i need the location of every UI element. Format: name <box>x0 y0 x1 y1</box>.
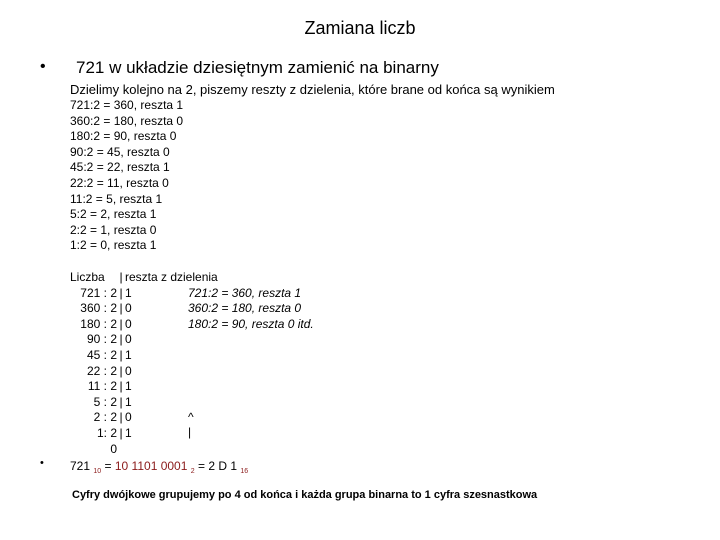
side-notes <box>188 286 314 333</box>
step-line: 2:2 = 1, reszta 0 <box>70 222 157 237</box>
table-row <box>70 364 218 380</box>
table-header <box>70 270 218 286</box>
row-number: 360 : 2 <box>80 301 117 316</box>
side-note: 721:2 = 360, reszta 1 <box>188 285 302 300</box>
table-pipe: | <box>119 394 123 409</box>
row-remainder: 0 <box>125 332 132 347</box>
slide-title: Zamiana liczb <box>304 18 416 38</box>
bullet-1: • <box>40 58 46 75</box>
side-note: 180:2 = 90, reszta 0 itd. <box>188 316 314 331</box>
row-remainder: 1 <box>125 394 132 409</box>
decimal-base: 10 <box>93 468 102 475</box>
row-number: 90 : 2 <box>86 332 117 347</box>
table-pipe: | <box>119 285 123 300</box>
row-remainder: 0 <box>125 301 132 316</box>
step-line: 5:2 = 2, reszta 1 <box>70 207 157 222</box>
table-row <box>70 395 218 411</box>
intro-text: Dzielimy kolejno na 2, piszemy reszty z dzielenia, które brane od końca są wynikiem <box>70 82 555 97</box>
row-remainder: 0 <box>125 316 132 331</box>
header-number: Liczba <box>70 270 105 284</box>
table-pipe: | <box>119 301 123 316</box>
row-number: 45 : 2 <box>86 347 117 362</box>
table-pipe: | <box>119 347 123 362</box>
row-remainder: 1 <box>125 425 132 440</box>
table-pipe: | <box>119 316 123 331</box>
step-line: 45:2 = 22, reszta 1 <box>70 160 170 175</box>
binary-value: 10 1101 0001 <box>114 459 188 473</box>
hex-base: 16 <box>240 468 249 475</box>
step-line: 1:2 = 0, reszta 1 <box>70 238 157 253</box>
arrow-shaft-icon: | <box>188 425 192 439</box>
row-number: 1: 2 <box>96 425 117 440</box>
conversion-result <box>70 459 248 475</box>
table-row <box>70 410 218 426</box>
table-row <box>70 332 218 348</box>
row-remainder: 1 <box>125 285 132 300</box>
table-pipe: | <box>119 379 123 394</box>
row-remainder: 0 <box>125 410 132 425</box>
arrow-up-icon: ^ <box>188 410 194 424</box>
table-row <box>70 426 218 442</box>
row-remainder: 0 <box>125 363 132 378</box>
table-row <box>70 379 218 395</box>
step-line: 22:2 = 11, reszta 0 <box>70 175 169 190</box>
step-line: 721:2 = 360, reszta 1 <box>70 98 184 112</box>
row-number: 22 : 2 <box>86 363 117 378</box>
step-line: 11:2 = 5, reszta 1 <box>70 191 163 206</box>
table-pipe: | <box>119 425 123 440</box>
equals-sign: = <box>104 459 112 473</box>
division-steps <box>70 98 183 254</box>
step-line: 90:2 = 45, reszta 0 <box>70 144 170 159</box>
bullet-2: • <box>40 457 44 469</box>
row-number: 5 : 2 <box>93 394 117 409</box>
equals-sign: = <box>197 459 205 473</box>
row-number: 721 : 2 <box>80 285 117 300</box>
step-line: 180:2 = 90, reszta 0 <box>70 129 177 144</box>
row-remainder: 1 <box>125 347 132 362</box>
table-row <box>70 348 218 364</box>
hex-value: 2 D 1 <box>208 459 238 473</box>
table-final <box>70 442 218 458</box>
row-number: 180 : 2 <box>80 316 117 331</box>
table-pipe: | <box>119 363 123 378</box>
table-pipe: | <box>119 410 123 425</box>
decimal-value: 721 <box>70 459 91 473</box>
binary-base: 2 <box>190 468 195 475</box>
header-remainder: reszta z dzielenia <box>125 270 218 284</box>
step-line: 360:2 = 180, reszta 0 <box>70 113 184 128</box>
row-number: 2 : 2 <box>93 410 117 425</box>
final-quotient: 0 <box>110 441 117 456</box>
task-heading: 721 w układzie dziesiętnym zamienić na binarny <box>76 58 439 77</box>
table-pipe: | <box>119 332 123 347</box>
table-pipe: | <box>119 270 123 284</box>
row-remainder: 1 <box>125 379 132 394</box>
grouping-note: Cyfry dwójkowe grupujemy po 4 od końca i każda grupa binarna to 1 cyfra szesnastkowa <box>72 489 538 501</box>
row-number: 11 : 2 <box>87 379 117 394</box>
side-note: 360:2 = 180, reszta 0 <box>188 301 302 316</box>
